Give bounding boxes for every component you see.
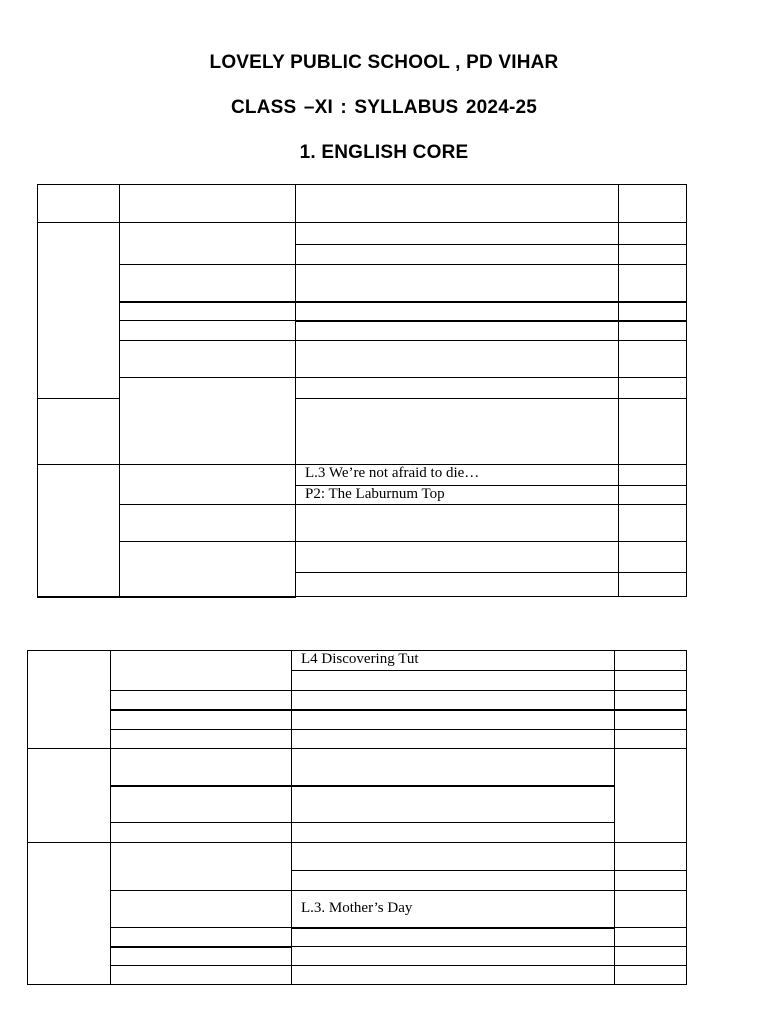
table-cell (120, 465, 296, 505)
table-row (38, 341, 687, 378)
table-cell (619, 341, 687, 378)
table-cell (111, 730, 292, 749)
table-cell (615, 966, 687, 985)
table-cell (292, 823, 615, 843)
table-cell (292, 843, 615, 871)
table-cell (619, 465, 687, 486)
table-cell (296, 245, 619, 265)
table-cell (111, 710, 292, 730)
table-cell (615, 671, 687, 691)
table-cell (28, 749, 111, 843)
table-row (28, 710, 687, 730)
chapter-cell: L.3 We’re not afraid to die… (296, 465, 619, 486)
table-cell (296, 185, 619, 223)
table-cell (615, 843, 687, 871)
school-name: LOVELY PUBLIC SCHOOL , PD VIHAR (209, 52, 559, 73)
table-cell (111, 843, 292, 891)
table-cell (292, 966, 615, 985)
table-cell (296, 223, 619, 245)
table-cell (292, 749, 615, 786)
table-cell (292, 871, 615, 891)
table-cell (619, 399, 687, 465)
table-cell (120, 321, 296, 341)
table-row (28, 966, 687, 985)
table-cell (111, 749, 292, 786)
table-cell (120, 302, 296, 321)
table-cell (292, 947, 615, 966)
table-cell (120, 505, 296, 542)
table-row (28, 691, 687, 710)
table-cell (296, 321, 619, 341)
table-cell (296, 573, 619, 597)
class-syllabus-heading: CLASS –XI : SYLLABUS 2024-25 (230, 97, 538, 118)
table-cell (615, 651, 687, 671)
table-cell (615, 891, 687, 928)
table-cell (619, 245, 687, 265)
table-cell (615, 710, 687, 730)
table-cell (296, 265, 619, 302)
table-row (28, 843, 687, 871)
table-cell (28, 843, 111, 985)
chapter-cell: L4 Discovering Tut (292, 651, 615, 671)
table-cell (619, 185, 687, 223)
table-cell (111, 891, 292, 928)
table-cell (619, 486, 687, 505)
table-cell (619, 302, 687, 321)
table-cell (615, 871, 687, 891)
table-cell (120, 223, 296, 265)
table-cell (111, 786, 292, 823)
table-row (28, 730, 687, 749)
table-row (38, 265, 687, 302)
syllabus-table-1 (37, 184, 687, 598)
table-cell (292, 730, 615, 749)
table-row (38, 465, 687, 486)
table-row (28, 928, 687, 947)
table-cell (619, 265, 687, 302)
table-row (38, 542, 687, 573)
table-cell (615, 730, 687, 749)
table-cell (38, 465, 120, 597)
table-row (38, 321, 687, 341)
table-cell (120, 542, 296, 597)
table-row (38, 185, 687, 223)
table-cell (111, 947, 292, 966)
syllabus-table-2 (27, 650, 687, 985)
table-cell (111, 928, 292, 947)
table-row (28, 947, 687, 966)
table-row (28, 786, 687, 823)
table-cell (296, 378, 619, 399)
table-cell (292, 671, 615, 691)
table-row (38, 223, 687, 245)
table-row (38, 302, 687, 321)
table-row (38, 378, 687, 399)
subject-heading: 1. ENGLISH CORE (299, 142, 469, 163)
table-cell (615, 928, 687, 947)
table-row (38, 505, 687, 542)
table-cell (292, 691, 615, 710)
table-cell (38, 185, 120, 223)
table-cell (292, 928, 615, 947)
table-cell (615, 749, 687, 843)
table-row (28, 651, 687, 671)
table-cell (38, 399, 120, 465)
table-cell (292, 786, 615, 823)
table-cell (111, 691, 292, 710)
table-row (28, 823, 687, 843)
poem-cell: P2: The Laburnum Top (296, 486, 619, 505)
table-cell (619, 542, 687, 573)
table-cell (292, 710, 615, 730)
table-cell (619, 505, 687, 542)
table-cell (615, 947, 687, 966)
table-cell (619, 321, 687, 341)
table-cell (38, 223, 120, 399)
table-cell (120, 341, 296, 378)
table-cell (120, 265, 296, 302)
table-cell (296, 399, 619, 465)
table-cell (296, 505, 619, 542)
chapter-cell: L.3. Mother’s Day (292, 891, 615, 928)
table-cell (111, 823, 292, 843)
table-cell (111, 966, 292, 985)
table-cell (619, 573, 687, 597)
table-row (28, 891, 687, 928)
table-cell (28, 651, 111, 749)
table-row (28, 749, 687, 786)
table-cell (120, 378, 296, 465)
table-cell (296, 302, 619, 321)
table-cell (615, 691, 687, 710)
table-cell (111, 651, 292, 691)
table-cell (296, 341, 619, 378)
table-cell (296, 542, 619, 573)
table-cell (619, 223, 687, 245)
table-cell (619, 378, 687, 399)
table-cell (120, 185, 296, 223)
